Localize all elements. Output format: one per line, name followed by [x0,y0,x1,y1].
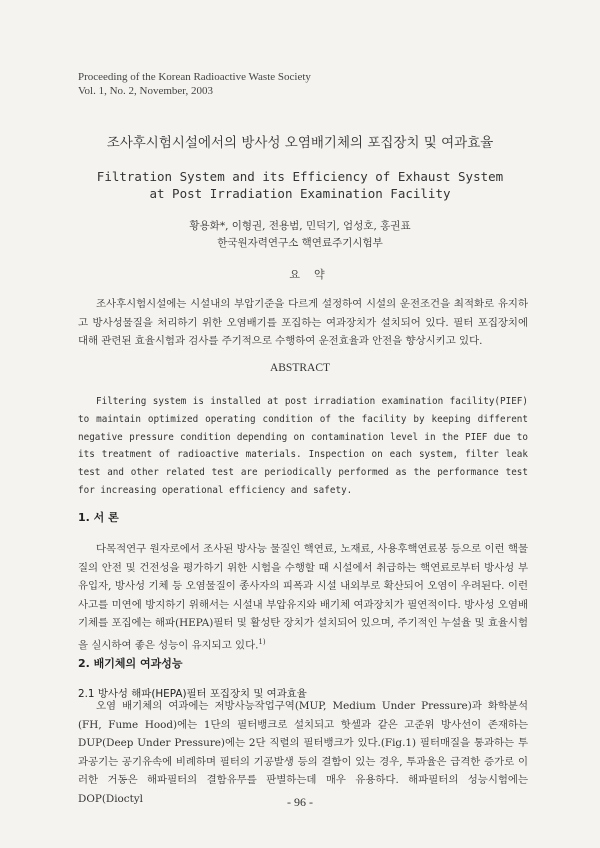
proceeding-name: Proceeding of the Korean Radioactive Waste Society [78,71,311,83]
title-korean: 조사후시험시설에서의 방사성 오염배기체의 포집장치 및 여과효율 [106,135,494,151]
section2-heading: 2. 배기체의 여과성능 [78,657,183,670]
title-english-line1: Filtration System and its Efficiency of Exhaust System [96,169,504,184]
proceeding-header [78,70,311,98]
section1-text [78,540,528,655]
volume-info: Vol. 1, No. 2, November, 2003 [78,85,214,97]
abstract-english-text: Filtering system is installed at post irradiation examination facility(PIEF) to maintain optimized operating condition of the facility by keeping different negative pressure condition depending on contamination level in the PIEF due to its treatment of radioactive materials. Inspection on each system, filter leak test and other related test are periodically performed as the performance test for increasing operational efficiency and safety. [78,396,528,496]
title-english-line2: at Post Irradiation Examination Facility [149,186,451,201]
section1-body: 다목적연구 원자로에서 조사된 방사능 물질인 핵연료, 노재료, 사용후핵연료봉 등으로 이런 핵물질의 안전 및 건전성을 평가하기 위한 시험을 수행할 때 시설에서 취급하는 핵연료로부터 방사성 부유입자, 방사성 기체 등 오염물질이 종사자의 피폭과 시설 내외부로 확산되어 오염이 우려된다. 이런 사고를 미연에 방지하기 위해서는 시설내 부압유지와 배기체 여과장치가 필연적이다. 방사성 오염배기체를 포집에는 해파(HEPA)필터 및 활성탄 장치가 설치되어 있으며, 주기적인 누설율 및 효율시험을 실시하여 좋은 성능이 유지되고 있다. [78,543,528,652]
section1-heading: 1. 서 론 [78,511,119,524]
abstract-korean-text: 조사후시험시설에는 시설내의 부압기준을 다르게 설정하여 시설의 운전조건을 최적화로 유지하고 방사성물질을 처리하기 위한 오염배기를 포집하는 여과장치가 설치되어 있다. 필터 포집장치에 대해 관련된 효율시험과 검사를 주기적으로 수행하여 운전효율과 안전을 향상시키고 있다. [78,298,528,348]
affiliation: 한국원자력연구소 핵연료주기시험부 [217,237,383,249]
subsection-2-1-heading: 2.1 방사성 해파(HEPA)필터 포집장치 및 여과효율 [78,688,307,700]
reference-marker: 1) [258,637,266,646]
subsection-2-1-text: 오염 배기체의 여과에는 저방사능작업구역(MUP, Medium Under Pressure)과 화학분석(FH, Fume Hood)에는 1단의 필터뱅크로 설치되고 핫셀과 같은 고준위 방사선이 존재하는 DUP(Deep Under Pressure)에는 2단 직렬의 필터뱅크가 있다.(Fig.1) 필터매질을 통과하는 투과공기는 공기유속에 비례하며 필터의 기공발생 등의 결함이 있는 경우, 투과율은 급격한 증가로 이러한 거동은 해파필터의 결함유무를 판별하는데 매우 유용하다. 해파필터의 성능시험에는 DOP(Dioctyl [78,700,528,805]
page-number: - 96 - [287,795,313,809]
abstract-korean-heading: 요약 [289,268,339,281]
authors: 황용화*, 이형권, 전용범, 민덕기, 엄성호, 홍권표 [189,220,411,232]
abstract-english-heading: ABSTRACT [269,362,331,374]
